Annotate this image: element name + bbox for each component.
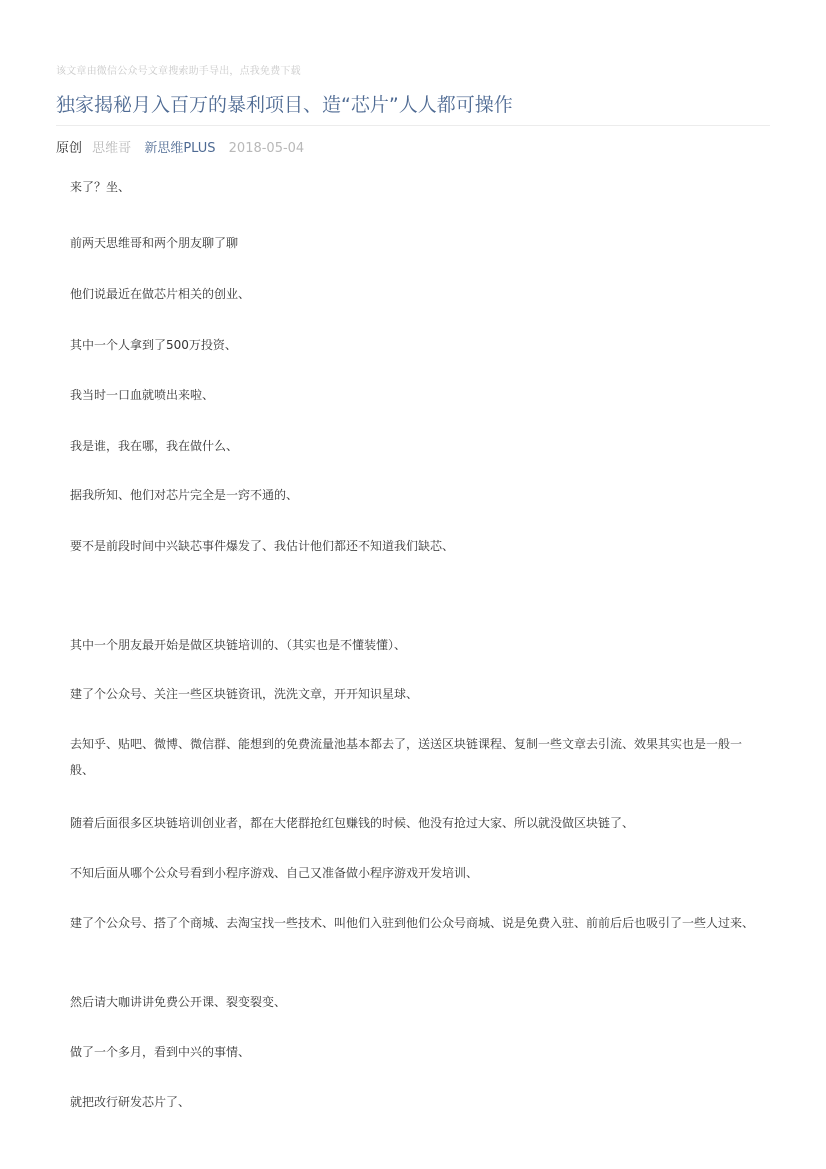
author-name: 思维哥	[92, 141, 132, 156]
paragraph: 其中一个人拿到了500万投资、	[70, 338, 237, 352]
paragraph: 前两天思维哥和两个朋友聊了聊	[70, 236, 239, 250]
paragraph: 建了个公众号、搭了个商城、去淘宝找一些技术、叫他们入驻到他们公众号商城、说是免费入驻、前前后后也吸引了一些人过来、	[70, 916, 755, 930]
paragraph: 我是谁，我在哪，我在做什么、	[70, 439, 239, 453]
paragraph: 据我所知、他们对芯片完全是一窍不通的、	[70, 488, 299, 502]
paragraph: 来了？坐、	[70, 180, 131, 194]
paragraph: 我当时一口血就喷出来啦、	[70, 388, 215, 402]
paragraph: 就把改行研发芯片了、	[70, 1095, 191, 1109]
publish-date: 2018-05-04	[228, 141, 305, 156]
paragraph: 他们说最近在做芯片相关的创业、	[70, 287, 251, 301]
export-notice-link[interactable]: 该文章由微信公众号文章搜索助手导出，点我免费下载	[56, 66, 301, 77]
paragraph: 其中一个朋友最开始是做区块链培训的、（其实也是不懂装懂）、	[70, 638, 407, 652]
paragraph: 建了个公众号、关注一些区块链资讯，洗洗文章，开开知识星球、	[70, 687, 419, 701]
paragraph: 做了一个多月，看到中兴的事情、	[70, 1045, 251, 1059]
paragraph: 要不是前段时间中兴缺芯事件爆发了、我估计他们都还不知道我们缺芯、	[70, 539, 455, 553]
paragraph: 去知乎、贴吧、微博、微信群、能想到的免费流量池基本都去了，送送区块链课程、复制一些文章去引流、效果其实也是一般一般、	[70, 737, 743, 777]
paragraph: 随着后面很多区块链培训创业者，都在大佬群抢红包赚钱的时候、他没有抢过大家、所以就没做区块链了、	[70, 816, 635, 830]
paragraph: 不知后面从哪个公众号看到小程序游戏、自己又准备做小程序游戏开发培训、	[70, 866, 479, 880]
paragraph: 然后请大咖讲讲免费公开课、裂变裂变、	[70, 995, 287, 1009]
account-name-link[interactable]: 新思维PLUS	[144, 141, 216, 156]
article-title: 独家揭秘月入百万的暴利项目、造“芯片”人人都可操作	[56, 94, 513, 116]
original-badge: 原创	[56, 141, 83, 156]
